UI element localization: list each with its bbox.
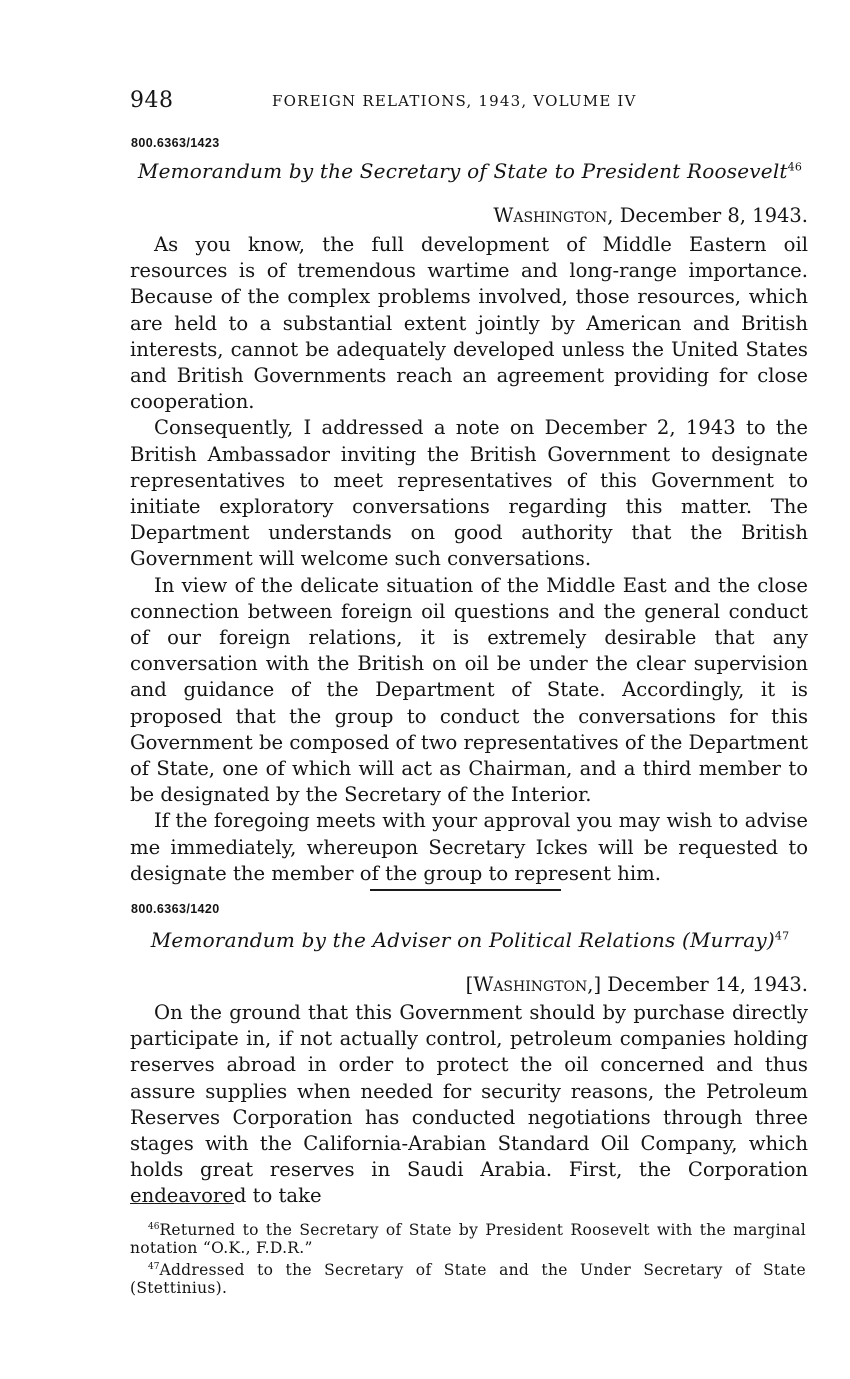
memo-title-text: Memorandum by the Secretary of State to President Roosevelt: [137, 159, 788, 183]
footnote-text: Returned to the Secretary of State by President Roosevelt with the marginal notation “O.K., F.D.R.”: [130, 1221, 806, 1258]
footnotes: [130, 1218, 806, 1297]
memo-title: [130, 928, 810, 952]
dateline: [466, 973, 808, 996]
body-paragraph: As you know, the full development of Middle Eastern oil resources is of tremendous wartime and long-range importance. Because of the complex problems involved, those resources, which are held to a substantial extent jointly by American and British interests, cannot be adequately developed unless the United States and British Governments reach an agreement providing for close cooperation.: [130, 233, 808, 414]
file-number: 800.6363/1423: [131, 136, 220, 150]
page-number: 948: [130, 88, 174, 113]
dateline-separator: ,: [607, 204, 620, 227]
dateline-date: December 14, 1943.: [607, 973, 808, 996]
footnote-ref: 46: [787, 160, 803, 174]
footnote-marker: 47: [148, 1261, 160, 1272]
footnote-text: Addressed to the Secretary of State and the Under Secretary of State (Stettinius).: [130, 1260, 806, 1297]
dateline-bracket-open: [: [465, 973, 474, 996]
dateline-place: Washington: [493, 204, 608, 227]
section-divider: [370, 889, 561, 891]
body-paragraph: In view of the delicate situation of the Middle East and the close connection between foreign oil questions and the general conduct of our foreign relations, it is extremely desirable that any conversation with the British on oil be under the clear supervision and guidance of the Department of State. Accordingly, it is proposed that the group to conduct the conversations for this Government be composed of two representatives of the Department of State, one of which will act as Chairman, and a third member to be designated by the Secretary of the Interior.: [130, 573, 808, 807]
memo-body: [130, 232, 808, 887]
running-head: [130, 88, 810, 114]
dateline-place: Washington: [473, 973, 588, 996]
footnote-marker: 46: [148, 1222, 160, 1232]
footnote-divider: [130, 1203, 234, 1204]
dateline: [493, 204, 808, 227]
footnote-ref: 47: [774, 929, 790, 943]
memo-body: [130, 1000, 808, 1210]
memo-title-text: Memorandum by the Adviser on Political Relations: [150, 928, 676, 952]
body-paragraph: If the foregoing meets with your approval you may wish to advise me immediately, whereupon Secretary Ickes will be requested to designate the member of the group to represent him.: [130, 809, 808, 885]
running-title: FOREIGN RELATIONS, 1943, VOLUME IV: [272, 92, 637, 110]
footnote: [130, 1258, 806, 1298]
dateline-date: December 8, 1943.: [619, 204, 808, 227]
dateline-bracket-close: ,]: [587, 973, 608, 996]
memo-title: [130, 159, 810, 183]
body-paragraph: On the ground that this Government should by purchase directly participate in, if not actually control, petroleum companies holding reserves abroad in order to protect the oil concerned and thus assure supplies when needed for security reasons, the Petroleum Reserves Corporation has conducted negotiations through three stages with the California-Arabian Standard Oil Company, which holds great reserves in Saudi Arabia. First, the Corporation endeavored to take: [130, 1001, 808, 1208]
footnote: [130, 1218, 806, 1258]
file-number: 800.6363/1420: [131, 902, 220, 916]
body-paragraph: Consequently, I addressed a note on December 2, 1943 to the British Ambassador inviting the British Government to designate representatives to meet representatives of this Government to initiate exploratory conversations regarding this matter. The Department understands on good authority that the British Government will welcome such conversations.: [130, 416, 808, 571]
memo-title-paren: (Murray): [681, 928, 775, 952]
